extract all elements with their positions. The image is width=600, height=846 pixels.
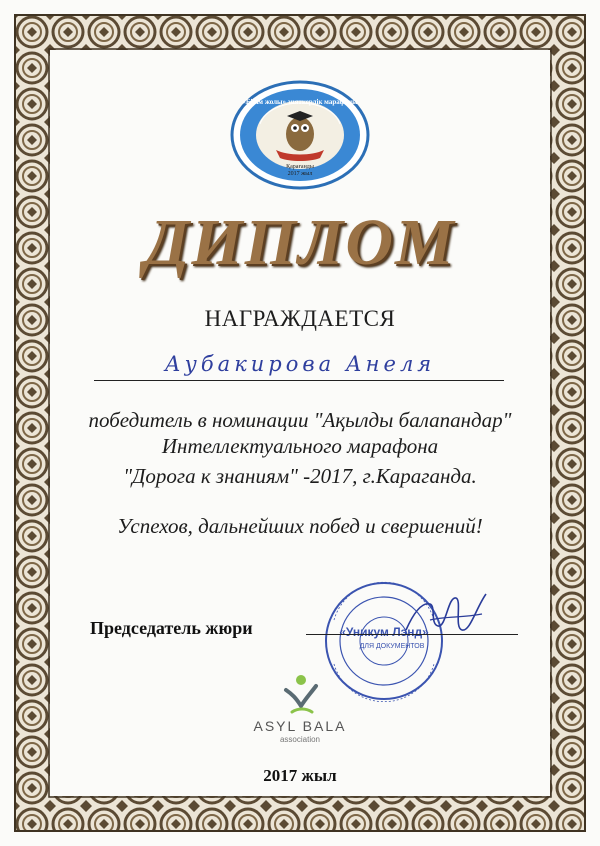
stamp-name: «Уникум Лэнд» [339,625,429,639]
jury-chair-label: Председатель жюри [90,618,253,638]
logo-year: 2017 жыл [287,171,313,177]
asyl-bala-logo-icon [282,672,320,718]
signature-line [306,634,518,635]
org-name: ASYL BALA [253,718,347,734]
stamp-doc: ДЛЯ ДОКУМЕНТОВ [359,643,425,650]
org-subtitle: association [279,735,321,744]
recipient-underline [94,380,504,381]
logo-city: Қарағанды [286,164,314,170]
event-line: "Дорога к знаниям" -2017, г.Караганда. [123,464,477,488]
owl-icon [286,117,314,151]
diploma-title: ДИПЛОМ [144,206,456,279]
logo-ring-text: «Білім жолы» зияткерлік марафоны [242,98,358,106]
diploma-year: 2017 жыл [263,766,337,785]
awarded-heading: НАГРАЖДАЕТСЯ [204,306,396,331]
marathon-line: Интеллектуального марафона [161,434,439,458]
nomination-line: победитель в номинации "Ақылды балапандар" [88,408,512,432]
marathon-logo [230,80,370,190]
recipient-name: Аубакирова Анеля [164,352,436,376]
wish-line: Успехов, дальнейших побед и свершений! [117,514,483,538]
signature [400,590,490,644]
